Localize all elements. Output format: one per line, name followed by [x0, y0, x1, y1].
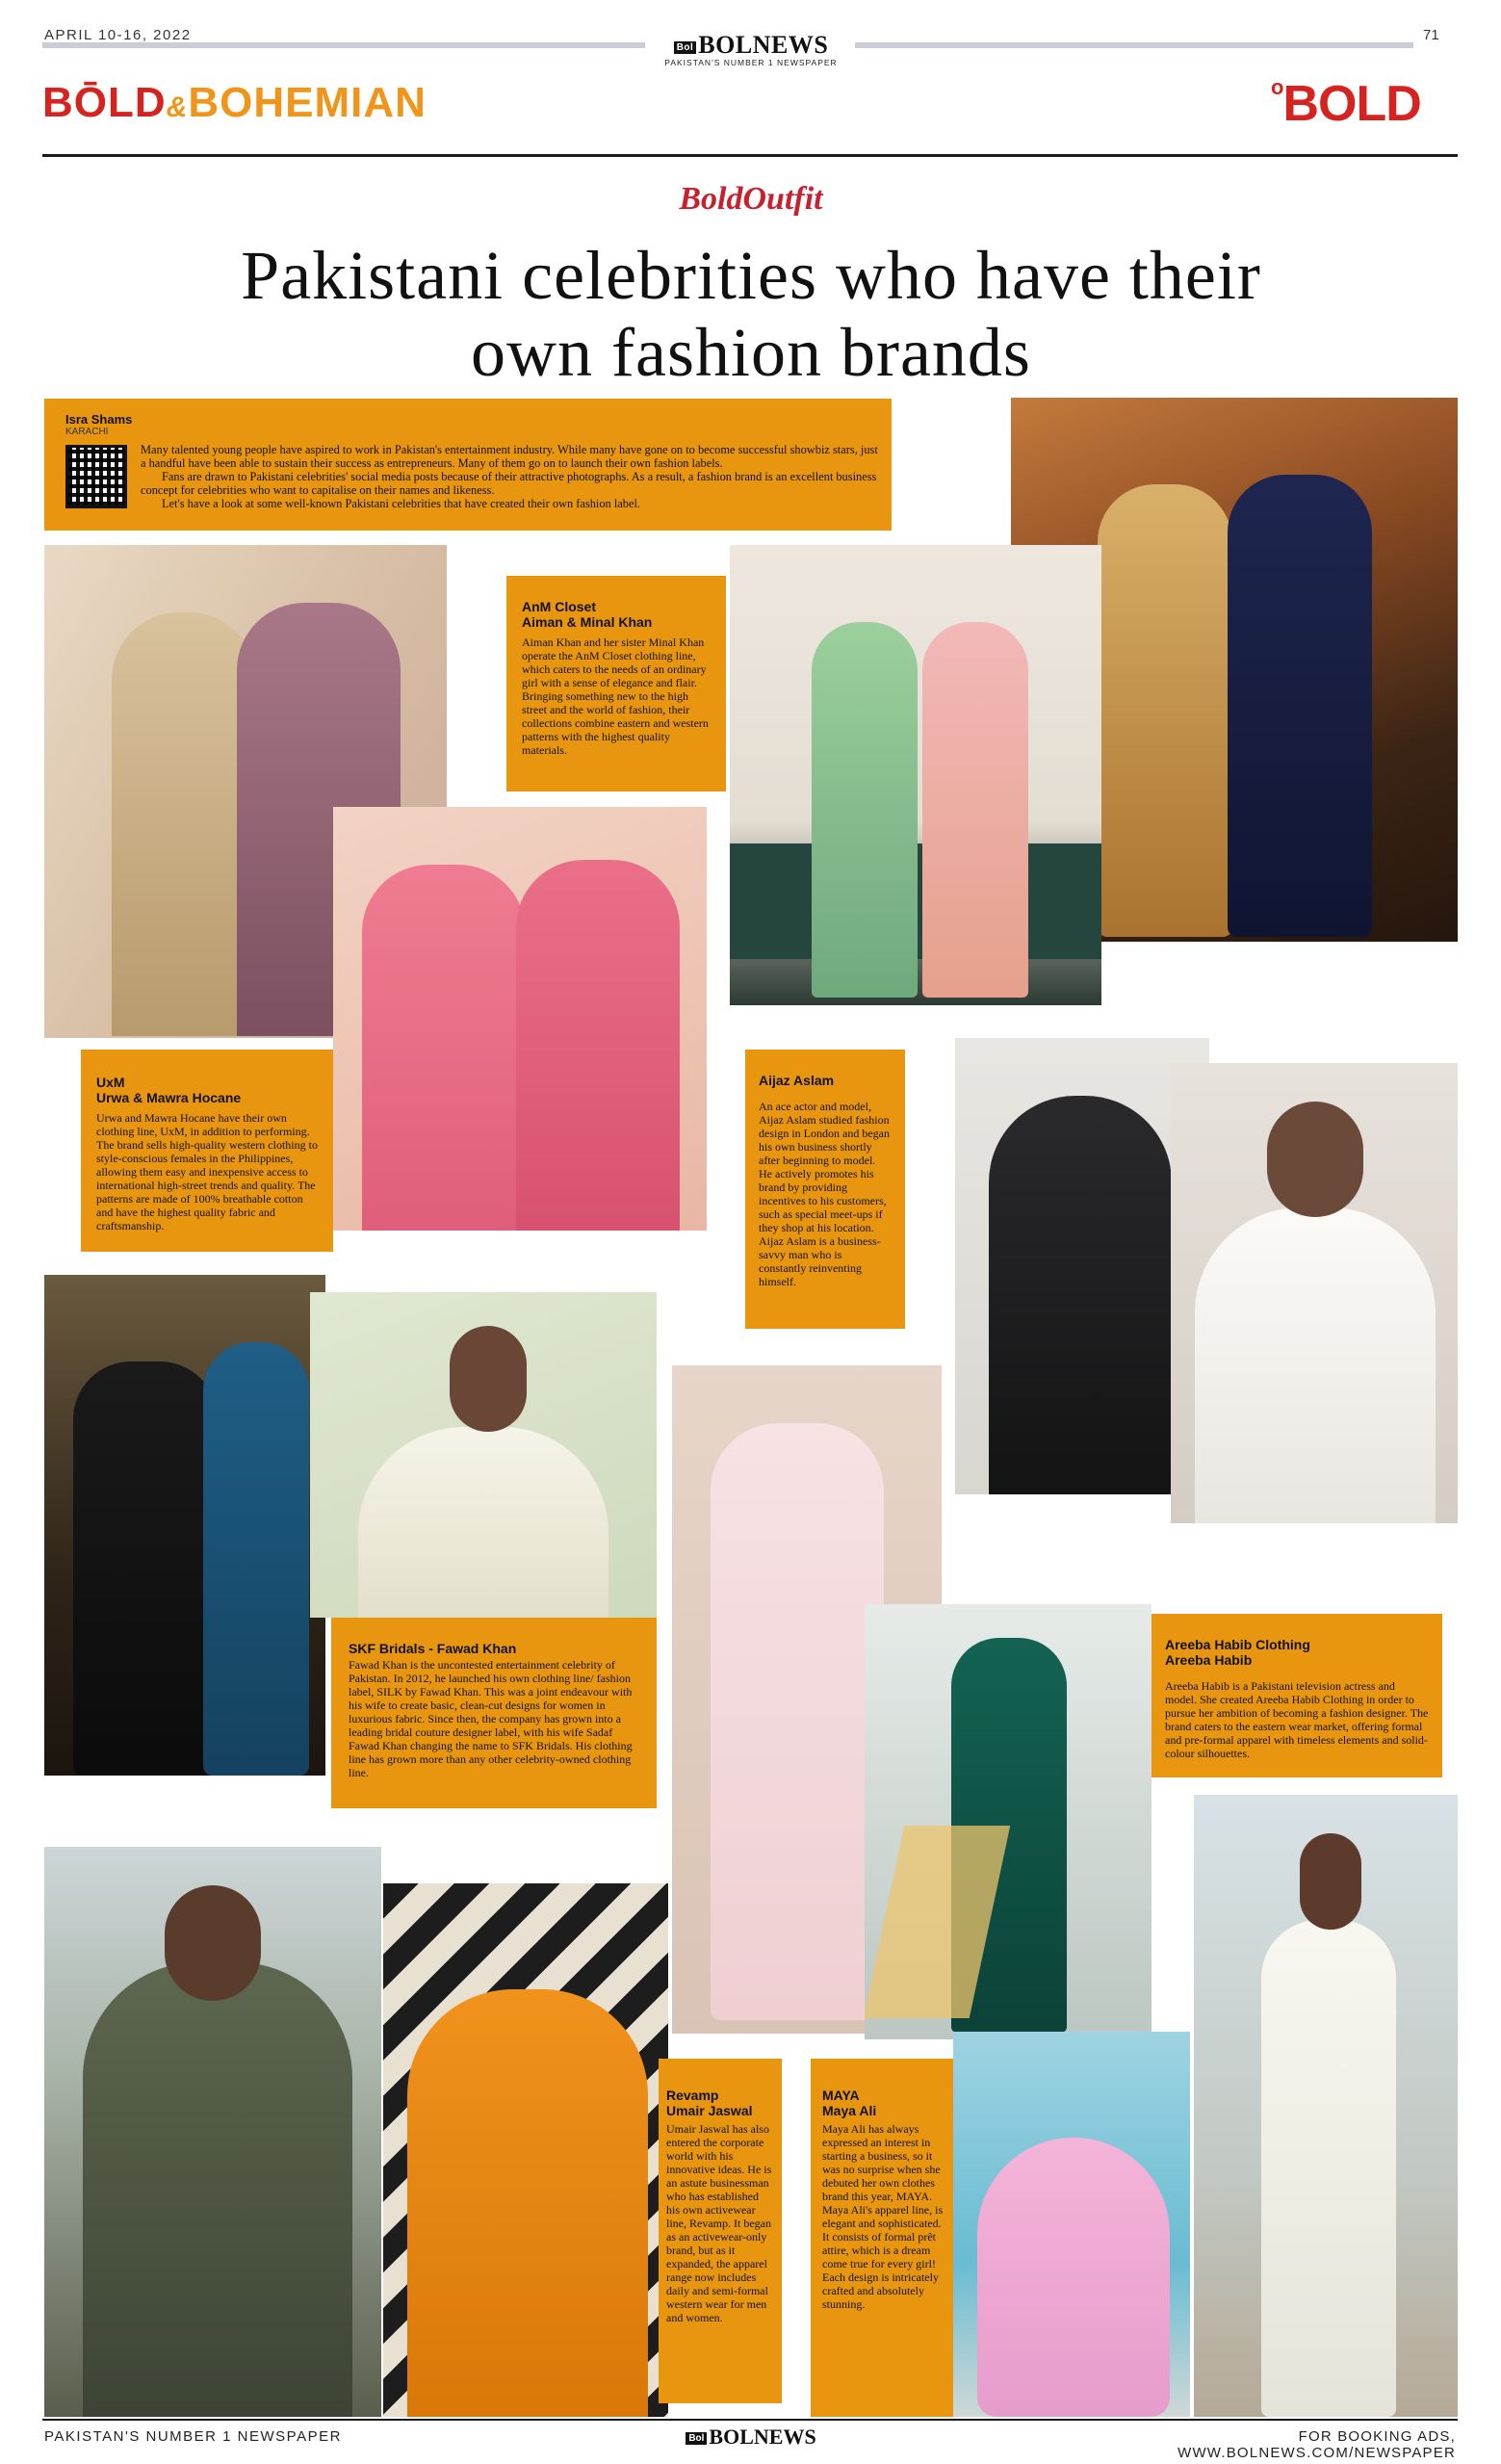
- qr-code-icon[interactable]: [65, 445, 127, 508]
- bold-outfit-section-logo: BoldOutfit: [679, 181, 823, 217]
- maya-owner: Maya Ali: [822, 2103, 877, 2118]
- uxm-text: Urwa and Mawra Hocane have their own clothing line, UxM, in addition to performing. The brand sells high-quality western clothing to style-conscious females in the Philippines, allowing them easy and inexpensive access to international high-street trends and quality. The patterns are made of 100% breathable cotton and have the highest quality fabric and craftsmanship.: [96, 1111, 318, 1232]
- headline: [77, 237, 1425, 391]
- footer-tagline: PAKISTAN'S NUMBER 1 NEWSPAPER: [44, 2428, 342, 2445]
- revamp-box: [659, 2059, 782, 2403]
- anm-closet-owner: Aiman & Minal Khan: [522, 614, 653, 630]
- aijaz-aslam-box: [745, 1050, 905, 1329]
- footer-rule: [42, 2419, 1458, 2421]
- bol-badge-icon: Bol: [686, 2432, 707, 2445]
- intro-paragraph: Fans are drawn to Pakistani celebrities' social media posts because of their attractive photographs. As a result, a fashion brand is an excellent business concept for celebrities who want to capitalise on their names and likeness.: [141, 470, 877, 497]
- areeba-habib-title: Areeba Habib Clothing: [1165, 1637, 1310, 1652]
- revamp-owner: Umair Jaswal: [666, 2103, 753, 2118]
- header-divider: [42, 154, 1458, 157]
- skf-bridals-text: Fawad Khan is the uncontested entertainment celebrity of Pakistan. In 2012, he launched his own clothing line/ fashion label, SILK by Fawad Khan. This was a joint endeavour with his wife to create basic, clean-cut designs for women in luxurious fabric. Since then, the company has grown into a leading bridal couture designer label, with his wife Sadaf Fawad Khan changing the name to SFK Bridals. His clothing line has grown more than any other celebrity-owned clothing line.: [349, 1658, 633, 1779]
- photo-umair-jaswal-hoodie: [383, 1883, 668, 2417]
- revamp-text: Umair Jaswal has also entered the corporate world with his innovative ideas. He is an astute businessman who has established his own activewear line, Revamp. It began as an activewear-only brand, but as it expanded, the apparel range now includes daily and semi-formal western wear for men and women.: [666, 2122, 772, 2324]
- uxm-box: [81, 1050, 333, 1252]
- anm-closet-text: Aiman Khan and her sister Minal Khan operate the AnM Closet clothing line, which caters to the needs of an ordinary girl with a sense of elegance and flair. Bringing something new to the high street and the world of fashion, their collections combine eastern and western patterns with the highest quality materials.: [522, 635, 709, 757]
- maya-text: Maya Ali has always expressed an interest in starting a business, so it was no surprise when she debuted her own clothes brand this year, MAYA. Maya Ali's apparel line, is elegant and sophisticated. It consists of formal prêt attire, which is a dream come true for every girl! Each design is intricately crafted and absolutely stunning.: [822, 2122, 944, 2311]
- skf-bridals-title: SKF Bridals - Fawad Khan: [349, 1641, 517, 1656]
- uxm-title: UxM: [96, 1075, 125, 1090]
- issue-date: APRIL 10-16, 2022: [44, 27, 192, 43]
- headline-line-2: own fashion brands: [471, 314, 1031, 391]
- bold-bohemian-logo: BŌLD&BOHEMIAN: [42, 79, 427, 126]
- skf-bridals-box: [331, 1618, 657, 1808]
- intro-paragraph: Let's have a look at some well-known Pakistani celebrities that have created their own fashion label.: [162, 497, 641, 510]
- photo-areeba-habib-green: [865, 1604, 1152, 2039]
- photo-fawad-khan-bridal: [44, 1275, 325, 1776]
- author-city: KARACHI: [65, 427, 109, 437]
- photo-fawad-khan-sherwani: [310, 1292, 657, 1618]
- photo-maya-ali-pink: [953, 2032, 1190, 2417]
- photo-umair-jaswal-jacket: [44, 1847, 381, 2417]
- byline-box: [44, 399, 892, 531]
- photo-aiman-minal-prints: [730, 545, 1101, 1005]
- intro-paragraph: Many talented young people have aspired to work in Pakistan's entertainment industry. While many have gone on to become successful showbiz stars, just a handful have been able to sustain their success as entrepreneurs. Many of them go on to launch their own fashion labels.: [141, 443, 878, 470]
- bol-badge-icon: Bol: [674, 41, 697, 54]
- uxm-owner: Urwa & Mawra Hocane: [96, 1090, 242, 1105]
- photo-maya-ali-white: [1194, 1795, 1458, 2417]
- anm-closet-title: AnM Closet: [522, 599, 596, 614]
- maya-box: [811, 2059, 953, 2417]
- anm-closet-box: [506, 576, 726, 791]
- bold-logo: $^o$BOLD: [1271, 75, 1421, 132]
- aijaz-aslam-title: Aijaz Aslam: [759, 1073, 835, 1088]
- footer-booking-link[interactable]: FOR BOOKING ADS, WWW.BOLNEWS.COM/NEWSPAPER: [1178, 2428, 1456, 2461]
- areeba-habib-owner: Areeba Habib: [1165, 1652, 1253, 1668]
- maya-title: MAYA: [822, 2088, 860, 2103]
- areeba-habib-box: [1152, 1614, 1442, 1777]
- headline-line-1: Pakistani celebrities who have their: [241, 237, 1261, 314]
- masthead-tagline: PAKISTAN'S NUMBER 1 NEWSPAPER: [664, 58, 838, 67]
- revamp-title: Revamp: [666, 2088, 719, 2103]
- intro-text: [141, 443, 882, 510]
- photo-aijaz-aslam-kurta: [1171, 1063, 1458, 1523]
- footer-masthead: Bol BOLNEWS: [674, 2425, 828, 2450]
- photo-urwa-mawra-pink: [333, 807, 707, 1231]
- masthead-text: BOLNEWS: [698, 31, 829, 59]
- page-number: 71: [1423, 27, 1439, 43]
- areeba-habib-text: Areeba Habib is a Pakistani television actress and model. She created Areeba Habib Clothing in order to pursue her ambition of becoming a fashion designer. The brand caters to the eastern wear market, offering formal and pre-formal apparel with timeless elements and solid-colour silhouettes.: [1165, 1679, 1429, 1760]
- author-name: Isra Shams: [65, 412, 133, 427]
- header-rule-right: [855, 42, 1413, 48]
- masthead-logo: [669, 31, 833, 60]
- aijaz-aslam-text: An ace actor and model, Aijaz Aslam studied fashion design in London and began his own business shortly after beginning to model. He actively promotes his brand by providing incentives to his customers, such as special meet-ups if they shop at his location. Aijaz Aslam is a business-savvy man who is constantly reinventing himself.: [759, 1100, 890, 1288]
